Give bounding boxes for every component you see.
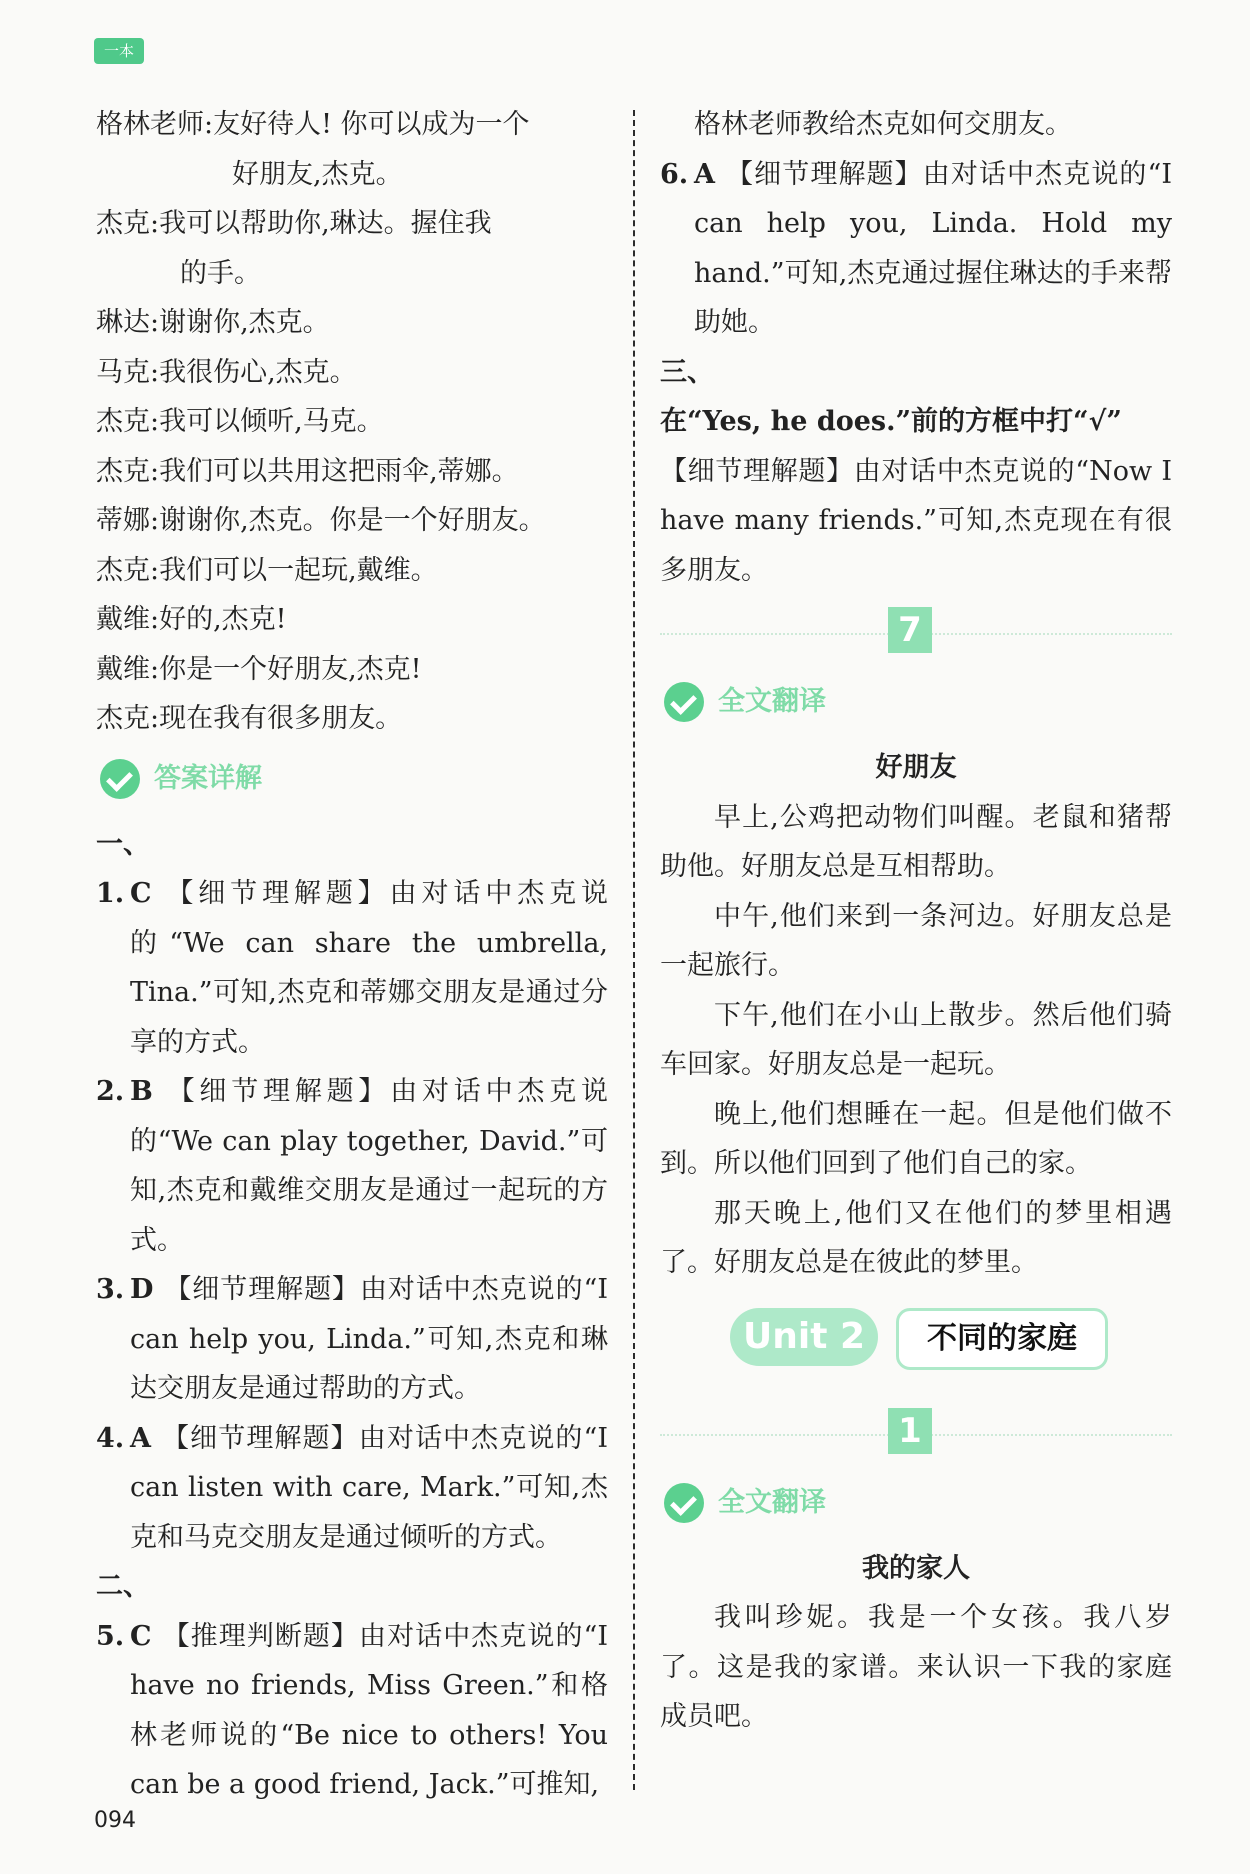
answer-item-1 (96, 869, 608, 1067)
dialogue-line: 马克:我很伤心,杰克。 (96, 356, 357, 388)
translation-heading-2 (664, 1472, 1172, 1534)
dialogue-line: 杰克:我们可以共用这把雨伞,蒂娜。 (96, 455, 519, 487)
dialogue-translation (96, 100, 608, 744)
answers-heading (100, 748, 608, 810)
dialogue-line: 戴维:好的,杰克! (96, 604, 287, 635)
story-paragraph: 晚上,他们想睡在一起。但是他们做不到。所以他们回到了他们自己的家。 (660, 1098, 1172, 1179)
section-number-badge: 7 (888, 607, 932, 653)
answer-letter: A (130, 1422, 151, 1454)
translation-heading (664, 671, 1172, 733)
column-divider (633, 110, 635, 1790)
section-divider-7 (660, 601, 1172, 667)
story-title: 好朋友 (875, 752, 957, 783)
unit-banner (660, 1296, 1172, 1392)
question-number: 5. (96, 1620, 125, 1652)
story-paragraph: 下午,他们在小山上散步。然后他们骑车回家。好朋友总是一起玩。 (660, 999, 1172, 1080)
unit-title: 不同的家庭 (896, 1308, 1108, 1370)
answer-letter: C (130, 878, 152, 909)
answer-letter: A (694, 158, 715, 190)
story-paragraph: 早上,公鸡把动物们叫醒。老鼠和猪帮助他。好朋友总是互相帮助。 (660, 801, 1172, 882)
answer-letter: B (130, 1076, 153, 1107)
part-three-explanation: 【细节理解题】由对话中杰克说的“Now I have many friends.”可知,杰克现在有很多朋友。 (660, 455, 1172, 586)
question-number: 3. (96, 1274, 125, 1305)
answer-explanation: 【细节理解题】由对话中杰克说的“I can help you, Linda. Hold my hand.”可知,杰克通过握住琳达的手来帮助她。 (694, 158, 1172, 338)
check-icon (100, 759, 140, 799)
answer-item-4 (96, 1414, 608, 1563)
dialogue-line: 杰克:我可以帮助你,琳达。握住我 (96, 208, 492, 239)
page-number: 094 (94, 1808, 136, 1833)
dialogue-line: 好朋友,杰克。 (232, 158, 403, 190)
dialogue-line: 蒂娜:谢谢你,杰克。你是一个好朋友。 (96, 505, 546, 536)
section-number-badge: 1 (888, 1408, 932, 1454)
part-one-label: 一、 (96, 828, 150, 860)
dialogue-line: 的手。 (180, 257, 261, 289)
question-number: 6. (660, 158, 689, 190)
left-column (96, 100, 608, 1810)
story-paragraph: 我叫珍妮。我是一个女孩。我八岁了。这是我的家谱。来认识一下我的家庭成员吧。 (660, 1602, 1172, 1732)
answer-explanation: 【细节理解题】由对话中杰克说的“We can play together, David.”可知,杰克和戴维交朋友是通过一起玩的方式。 (130, 1076, 608, 1256)
translation-heading-label: 全文翻译 (718, 1486, 826, 1518)
answer-item-6 (660, 150, 1172, 348)
dialogue-line: 杰克:我可以倾听,马克。 (96, 406, 384, 437)
right-column (660, 100, 1172, 1742)
check-icon (664, 1483, 704, 1523)
part-three-label: 三、 (660, 356, 714, 388)
brand-logo: 一本 (94, 38, 144, 64)
question-number: 4. (96, 1422, 125, 1454)
unit-label: Unit 2 (730, 1308, 878, 1366)
answer-item-5 (96, 1612, 608, 1810)
dialogue-line: 戴维:你是一个好朋友,杰克! (96, 653, 422, 685)
answer-item-2 (96, 1067, 608, 1265)
dialogue-line: 琳达:谢谢你,杰克。 (96, 307, 330, 338)
dialogue-line: 杰克:现在我有很多朋友。 (96, 703, 403, 734)
answer-explanation: 【细节理解题】由对话中杰克说的“I can listen with care, Mark.”可知,杰克和马克交朋友是通过倾听的方式。 (130, 1422, 608, 1553)
translation-heading-label: 全文翻译 (718, 686, 826, 718)
section-divider-1 (660, 1402, 1172, 1468)
story-title: 我的家人 (862, 1552, 970, 1584)
story-paragraph: 那天晚上,他们又在他们的梦里相遇了。好朋友总是在彼此的梦里。 (660, 1197, 1172, 1278)
question-number: 2. (96, 1076, 125, 1107)
answer-item-3 (96, 1265, 608, 1414)
dialogue-line: 格林老师:友好待人! 你可以成为一个 (96, 109, 530, 140)
answer-explanation: 【推理判断题】由对话中杰克说的“I have no friends, Miss Green.”和格林老师说的“Be nice to others! You can be a good friend, Jack.”可推知, (130, 1620, 608, 1800)
answer-explanation: 【细节理解题】由对话中杰克说的“I can help you, Linda.”可知,杰克和琳达交朋友是通过帮助的方式。 (130, 1274, 608, 1404)
question-number: 1. (96, 878, 125, 909)
answer-letter: C (130, 1620, 152, 1652)
answer-explanation: 格林老师教给杰克如何交朋友。 (694, 109, 1072, 140)
story-paragraph: 中午,他们来到一条河边。好朋友总是一起旅行。 (660, 900, 1172, 981)
check-icon (664, 682, 704, 722)
part-three-answer: 在“Yes, he does.”前的方框中打“√” (660, 406, 1122, 437)
answer-explanation: 【细节理解题】由对话中杰克说的“We can share the umbrella, Tina.”可知,杰克和蒂娜交朋友是通过分享的方式。 (130, 878, 608, 1058)
answer-letter: D (130, 1274, 154, 1305)
answer-item-5-continued (660, 100, 1172, 150)
answers-heading-label: 答案详解 (154, 762, 262, 794)
dialogue-line: 杰克:我们可以一起玩,戴维。 (96, 554, 438, 586)
part-two-label: 二、 (96, 1571, 150, 1602)
